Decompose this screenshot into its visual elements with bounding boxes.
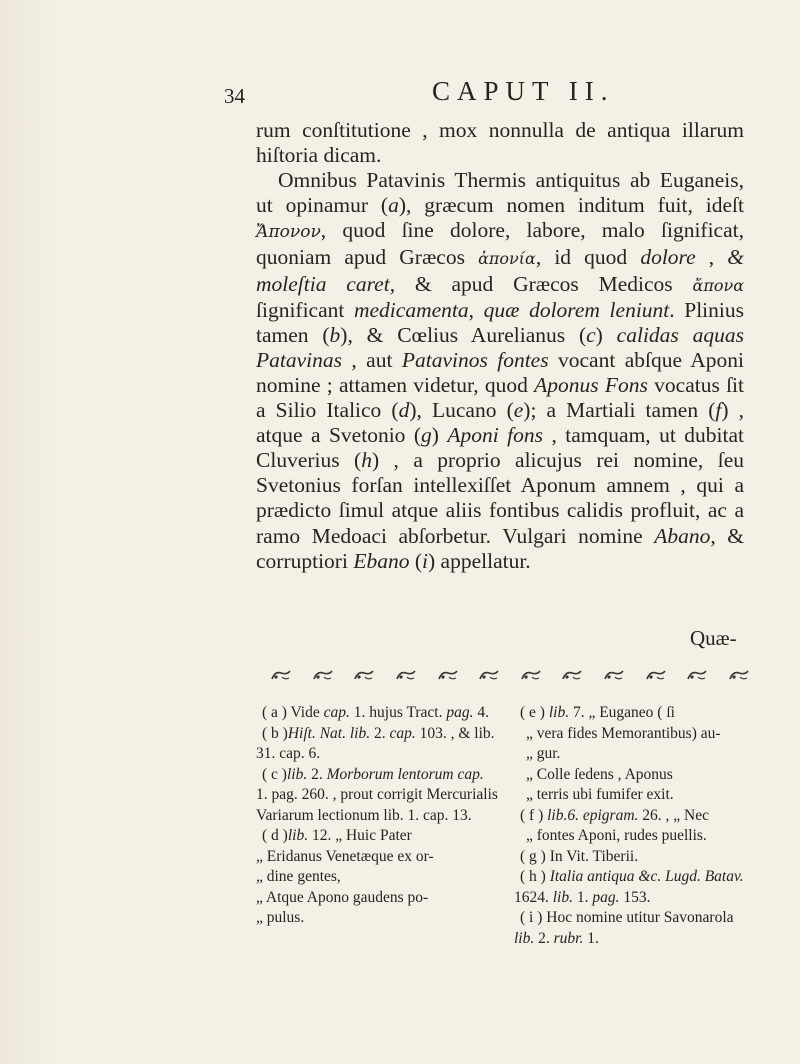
footnote-verse-line: „ Atque Apono gaudens po- <box>256 888 429 906</box>
ornament-fleuron-icon <box>312 668 334 682</box>
ornament-fleuron-icon <box>645 668 667 682</box>
paragraph-omnibus: Omnibus Patavinis Thermis antiquitus ab Euganeis, ut opinamur (a), græcum nomen inditum fuit, ideſt Ἄπονον, quod ſine dolore, labore, malo ſignificat, quoniam apud Græcos ἀπονία, id quod dolore , & moleſtia caret, & apud Græcos Medicos ἄπονα ſignificant medicamenta, quæ dolorem leniunt. Plinius tamen (b), & Cœlius Aurelianus (c) calidas aquas Patavinas , aut Patavinos fontes vocant abſque Aponi nomine ; attamen videtur, quod Aponus Fons vocatus ſit a Silio Italico (d), Lucano (e); a Martiali tamen (f) , atque a Svetonio (g) Aponi fons , tamquam, ut dubitat Cluverius (h) , a proprio alicujus rei nomine, ſeu Svetonius forſan intellexiſſet Aponum amnem , qui a prædicto ſimul atque aliis fontibus calidis profluit, ac a ramo Medoaci abſorbetur. Vulgari nomine Abano, & corruptiori Ebano (i) appellatur. <box>256 168 745 573</box>
footnote-ref-e: e <box>513 398 524 423</box>
footnote-verse-line: „ Eridanus Venetæque ex or- <box>256 847 434 865</box>
footnote-f-cont: „ fontes Aponi, rudes puellis. <box>526 827 707 844</box>
main-text <box>256 118 744 574</box>
footnote-left-1: ( a ) Vide cap. 1. hujus Tract. pag. 4. <box>262 704 489 721</box>
footnote-ref-f: f <box>715 398 722 423</box>
ornament-fleuron-icon <box>520 668 542 682</box>
ornament-divider <box>270 666 750 684</box>
footnote-ref-h: h <box>361 448 372 473</box>
footnote-right-line: „ gur. <box>526 745 561 762</box>
footnote-ref-b: b <box>329 322 341 347</box>
footnote-g: ( g ) In Vit. Tiberii. <box>520 847 639 865</box>
footnote-right-line: „ vera fides Memorantibus) au- <box>526 724 721 742</box>
footnote-f: ( f ) lib.6. epigram. 26. , „ Nec <box>520 806 709 824</box>
footnotes <box>256 703 756 949</box>
ornament-fleuron-icon <box>561 668 583 682</box>
ornament-fleuron-icon <box>395 668 417 682</box>
ornament-fleuron-icon <box>686 668 708 682</box>
running-head: CAPUT II. <box>432 76 615 106</box>
footnote-left-2: ( b )Hiſt. Nat. lib. 2. cap. 103. , & lib. 31. cap. 6. <box>256 724 495 762</box>
ornament-fleuron-icon <box>353 668 375 682</box>
footnote-ref-d: d <box>398 398 410 423</box>
ornament-fleuron-icon <box>478 668 500 682</box>
catchword: Quæ- <box>690 626 737 650</box>
ornament-fleuron-icon <box>437 668 459 682</box>
greek-aponon: Ἄπονον <box>256 222 321 243</box>
greek-apona: ἄπονα <box>692 275 744 295</box>
footnote-left-4: ( d )lib. 12. „ Huic Pater <box>262 827 412 844</box>
footnote-ref-c: c <box>586 322 596 347</box>
ornament-fleuron-icon <box>603 668 625 682</box>
page-header <box>0 76 800 116</box>
text-line-1: rum conſtitutione , mox nonnulla de antiqua illarum <box>256 118 744 142</box>
footnote-ref-g: g <box>421 423 432 448</box>
footnote-verse-line: „ pulus. <box>256 909 305 926</box>
footnote-left-3: ( c )lib. 2. Morborum lentorum cap. 1. pag. 260. , prout corrigit Mercurialis Variarum lectionum lib. 1. cap. 13. <box>256 765 498 824</box>
footnote-right-line: „ terris ubi fumifer exit. <box>526 786 674 803</box>
footnote-h: ( h ) Italia antiqua &c. Lugd. Batav. 1624. lib. 1. pag. 153. <box>514 868 744 906</box>
footnote-i: ( i ) Hoc nomine utitur Savonarola lib. 2. rubr. 1. <box>514 909 734 947</box>
footnote-verse-line: „ dine gentes, <box>256 868 341 885</box>
ornament-fleuron-icon <box>728 668 750 682</box>
footnotes-right-column <box>514 703 756 949</box>
footnote-right-line: „ Colle ſedens , Aponus <box>526 765 673 783</box>
ornament-fleuron-icon <box>270 668 292 682</box>
greek-aponia: ἀπονία <box>478 249 536 269</box>
footnote-ref-a: a <box>388 193 399 218</box>
footnotes-left-column <box>256 703 498 949</box>
page-number: 34 <box>224 84 245 108</box>
text-line-2: hiſtoria dicam. <box>256 143 382 168</box>
footnote-right-line: ( e ) lib. 7. „ Euganeo ( ſi <box>520 704 675 721</box>
footnote-ref-i: i <box>422 548 428 573</box>
